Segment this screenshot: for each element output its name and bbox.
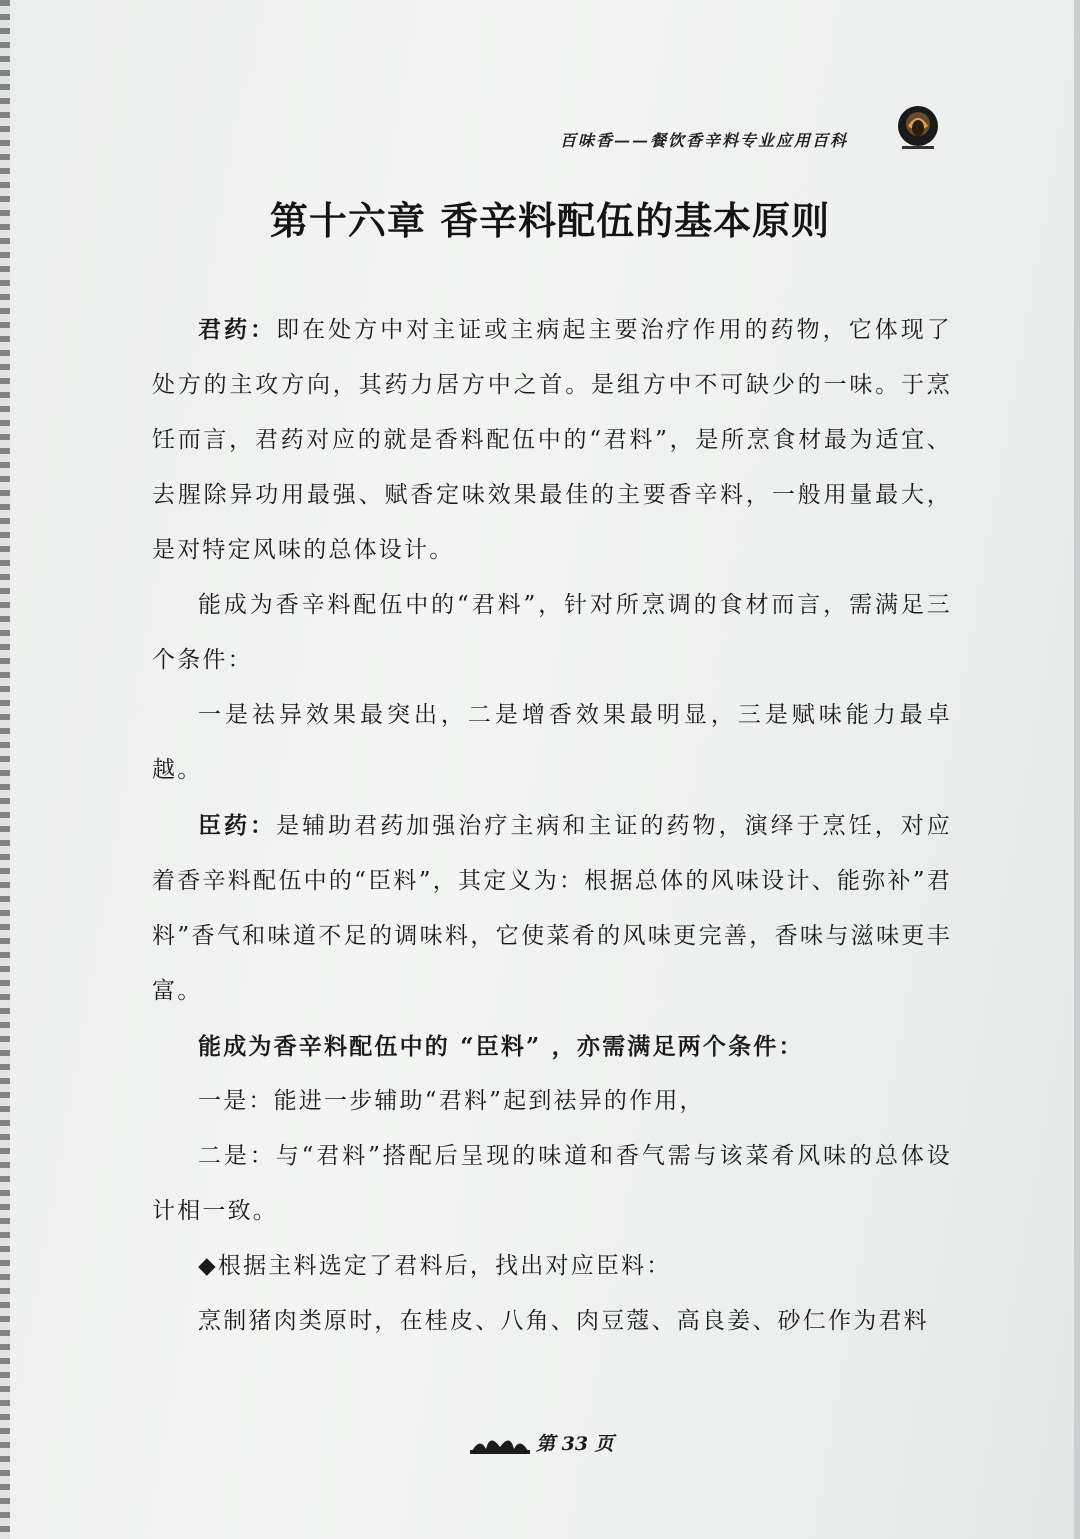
term-chen-yao: 臣药： — [198, 812, 277, 839]
paragraph-conditions-list: 一是祛异效果最突出，二是增香效果最明显，三是赋味能力最卓越。 — [152, 702, 952, 783]
paragraph-chen-conditions-intro: 能成为香辛料配伍中的 “臣料” ，亦需满足两个条件： — [198, 1033, 804, 1060]
body-text — [152, 302, 952, 1349]
page-footer — [470, 1424, 614, 1460]
paragraph-jun-yao — [152, 302, 952, 578]
paragraph-text: 是辅助君药加强治疗主病和主证的药物，演绎于烹饪，对应着香辛料配伍中的“臣料”，其定义为：根据总体的风味设计、能弥补”君料”香气和味道不足的调味料，它使菜肴的风味更完善，香味与滋味更丰富。 — [152, 813, 952, 1004]
paragraph-bullet: ◆根据主料选定了君料后，找出对应臣料： — [198, 1253, 672, 1279]
paragraph-conditions-intro: 能成为香辛料配伍中的“君料”，针对所烹调的食材而言，需满足三个条件： — [152, 592, 952, 673]
paragraph-chen-yao — [152, 798, 952, 1019]
lotus-ornament-icon — [470, 1429, 530, 1455]
round-brand-logo-icon — [894, 104, 942, 152]
page-number: 第 33 页 — [536, 1432, 614, 1455]
running-header: 百味香——餐饮香辛料专业应用百科 — [560, 131, 849, 150]
paragraph-example: 烹制猪肉类原时，在桂皮、八角、肉豆蔻、高良姜、砂仁作为君料 — [198, 1308, 929, 1334]
paragraph-condition-one: 一是：能进一步辅助“君料”起到祛异的作用， — [198, 1088, 705, 1114]
chapter-title: 第十六章 香辛料配伍的基本原则 — [269, 198, 831, 243]
paragraph-text: 即在处方中对主证或主病起主要治疗作用的药物，它体现了处方的主攻方向，其药力居方中之首。是组方中不可缺少的一味。于烹饪而言，君药对应的就是香料配伍中的“君料”，是所烹食材最为适宜、去腥除异功用最强、赋香定味效果最佳的主要香辛料，一般用量最大，是对特定风味的总体设计。 — [152, 317, 952, 563]
term-jun-yao: 君药： — [198, 316, 277, 343]
paragraph-condition-two: 二是：与“君料”搭配后呈现的味道和香气需与该菜肴风味的总体设计相一致。 — [152, 1143, 952, 1224]
